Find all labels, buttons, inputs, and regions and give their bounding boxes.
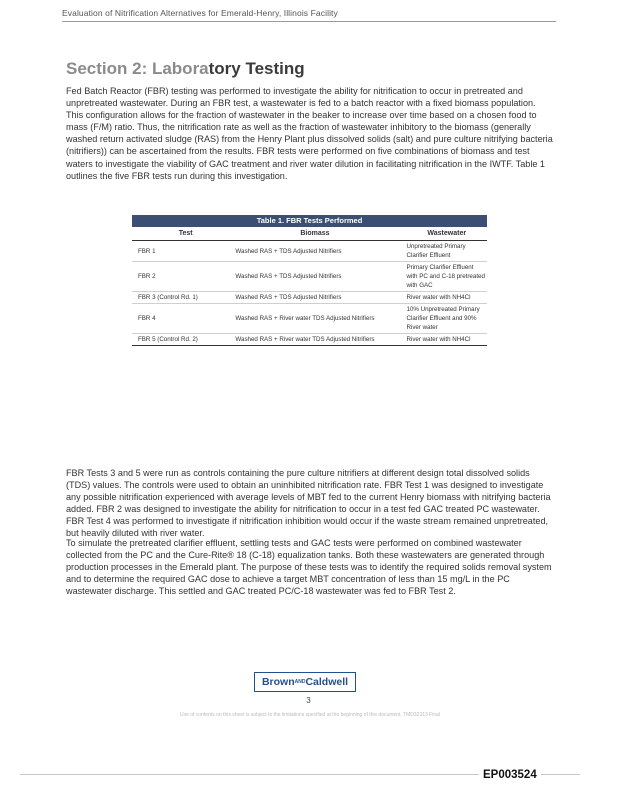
logo-word-left: Brown (261, 676, 295, 688)
cell-test: FBR 5 (Control Rd. 2) (132, 334, 233, 346)
table-row (132, 241, 487, 262)
fbr-tests-table (132, 215, 487, 346)
pretreatment-paragraph: To simulate the pretreated clarifier effluent, settling tests and GAC tests were performed on combined wastewater collected from the PC and the Cure-Rite® 18 (C-18) equalization tanks. Both these wastewaters are generated through production processes in the Emerald plant. The purpose of these tests was to identify the required solids removal system and to determine the required GAC dose to achieve a target MBT concentration of less than 15 mg/L in the PC wastewater discharge. This settled and GAC treated PC/C-18 wastewater was fed to FBR Test 2. (66, 538, 552, 597)
intro-paragraph: Fed Batch Reactor (FBR) testing was performed to investigate the ability for nitrification to occur in pretreated and unpretreated wastewater. During an FBR test, a wastewater is fed to a batch reactor with a fixed biomass population. This configuration allows for the fraction of wastewater in the beaker to increase over time based on a chosen food to mass (F/M) ratio. Thus, the nitrification rate as well as the fraction of wastewater inhibitory to the biomass (generally washed return activated sludge (RAS) from the Henry Plant plus dissolved solids (salt) and pure culture nitrifying bacteria (nitrifiers)) can be ascertained from the results. FBR tests were performed on five combinations of biomass and test waters to investigate the viability of GAC treatment and river water dilution in facilitating nitrification in the IWTF. Table 1 outlines the five FBR tests run during this investigation. (66, 86, 553, 181)
table-row (132, 262, 487, 292)
cell-test: FBR 3 (Control Rd. 1) (132, 292, 233, 304)
controls-paragraph: FBR Tests 3 and 5 were run as controls containing the pure culture nitrifiers at different design total dissolved solids (TDS) values. The controls were used to obtain an uninhibited nitrification rate. FBR Test 1 was designed to investigate any possible nitrification experienced with average levels of MBT fed to the current Henry biomass with nitrifying bacteria added. FBR 2 was designed to investigate the ability for nitrification to occur in a test fed GAC treated PC wastewater. FBR Test 4 was performed to investigate if nitrification inhibition would occur if the waste stream remained unpretreated, but heavily diluted with river water. (66, 468, 551, 539)
col-header-test: Test (132, 227, 233, 241)
section-title (66, 59, 305, 79)
footer-disclaimer: Use of contents on this sheet is subject to the limitations specified at the beginning of this document. TMD32313 Final (179, 712, 441, 718)
cell-biomass: Washed RAS + TDS Adjusted Nitrifiers (233, 292, 396, 304)
table-row (132, 334, 487, 346)
header-divider (62, 21, 556, 22)
cell-test: FBR 1 (132, 241, 233, 262)
running-header: Evaluation of Nitrification Alternatives for Emerald-Henry, Illinois Facility (62, 8, 338, 18)
logo-word-right: Caldwell (305, 676, 349, 688)
page-number: 3 (306, 696, 311, 705)
bates-number: EP003524 (479, 769, 541, 781)
cell-biomass: Washed RAS + TDS Adjusted Nitrifiers (233, 241, 396, 262)
table-header-row (132, 227, 487, 241)
section-title-suffix: tory Testing (208, 59, 305, 78)
logo-word-and: AND (294, 679, 306, 686)
col-header-biomass: Biomass (233, 227, 396, 241)
cell-wastewater: River water with NH4Cl (397, 334, 488, 346)
cell-biomass: Washed RAS + TDS Adjusted Nitrifiers (233, 262, 396, 292)
table-row (132, 292, 487, 304)
cell-biomass: Washed RAS + River water TDS Adjusted Nitrifiers (233, 304, 396, 334)
table-grid (132, 227, 487, 346)
col-header-wastewater: Wastewater (397, 227, 488, 241)
cell-wastewater: Unpretreated Primary Clarifier Effluent (397, 241, 488, 262)
cell-wastewater: River water with NH4Cl (397, 292, 488, 304)
section-title-prefix: Section 2: Labora (66, 59, 209, 78)
cell-wastewater: Primary Clarifier Effluent with PC and C-18 pretreated with GAC (397, 262, 488, 292)
cell-wastewater: 10% Unpretreated Primary Clarifier Effluent and 90% River water (397, 304, 488, 334)
cell-test: FBR 4 (132, 304, 233, 334)
cell-biomass: Washed RAS + River water TDS Adjusted Nitrifiers (233, 334, 396, 346)
cell-test: FBR 2 (132, 262, 233, 292)
brown-and-caldwell-logo (254, 672, 356, 692)
table-title: Table 1. FBR Tests Performed (132, 215, 487, 227)
table-row (132, 304, 487, 334)
